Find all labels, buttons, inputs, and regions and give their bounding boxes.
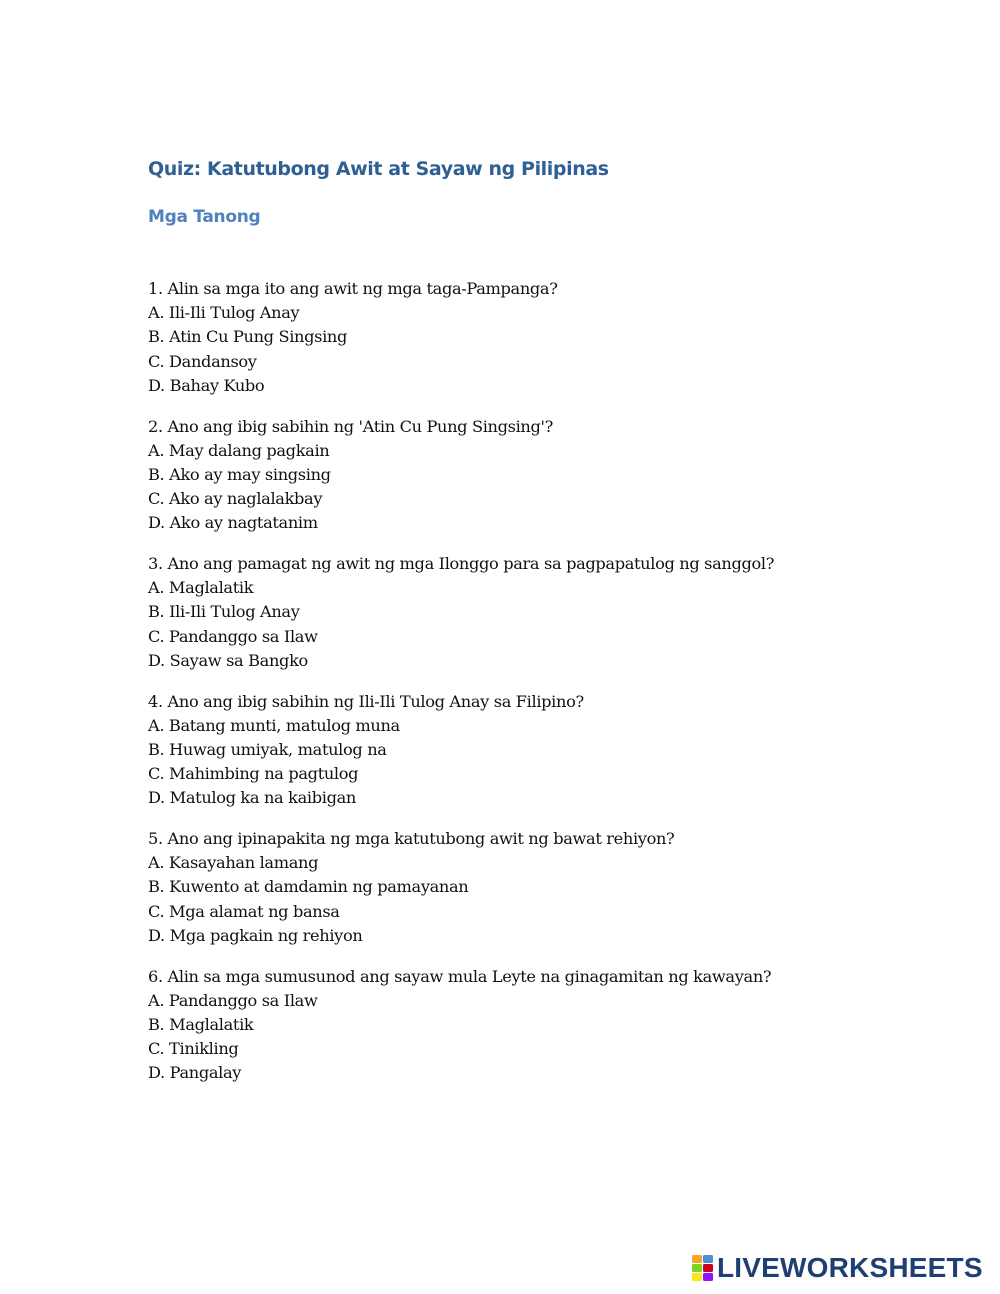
answer-option: B. Atin Cu Pung Singsing bbox=[148, 327, 347, 347]
answer-option: A. Maglalatik bbox=[148, 578, 254, 598]
answer-option: B. Kuwento at damdamin ng pamayanan bbox=[148, 877, 469, 897]
question-prompt: 3. Ano ang pamagat ng awit ng mga Ilonggo para sa pagpapatulog ng sanggol? bbox=[148, 554, 775, 574]
liveworksheets-logo bbox=[692, 1253, 983, 1283]
answer-option: A. Kasayahan lamang bbox=[148, 853, 319, 873]
question-prompt: 6. Alin sa mga sumusunod ang sayaw mula Leyte na ginagamitan ng kawayan? bbox=[148, 966, 772, 986]
question-prompt: 2. Ano ang ibig sabihin ng 'Atin Cu Pung Singsing'? bbox=[148, 416, 553, 436]
page-title: Quiz: Katutubong Awit at Sayaw ng Pilipinas bbox=[148, 158, 609, 180]
logo-wordmark: LIVEWORKSHEETS bbox=[717, 1252, 983, 1283]
answer-option: C. Dandansoy bbox=[148, 351, 257, 371]
question-block bbox=[148, 827, 928, 948]
question-block bbox=[148, 415, 928, 536]
answer-option: C. Mga alamat ng bansa bbox=[148, 901, 340, 921]
question-list bbox=[148, 277, 928, 1102]
logo-tile bbox=[703, 1273, 713, 1281]
question-block bbox=[148, 277, 928, 398]
answer-option: B. Ako ay may singsing bbox=[148, 464, 331, 484]
question-prompt: 4. Ano ang ibig sabihin ng Ili-Ili Tulog Anay sa Filipino? bbox=[148, 691, 584, 711]
logo-tile bbox=[692, 1255, 702, 1263]
question-block bbox=[148, 965, 928, 1086]
logo-tile bbox=[692, 1264, 702, 1272]
answer-option: A. Batang munti, matulog muna bbox=[148, 715, 400, 735]
answer-option: D. Sayaw sa Bangko bbox=[148, 650, 308, 670]
answer-option: C. Mahimbing na pagtulog bbox=[148, 764, 359, 784]
answer-option: D. Matulog ka na kaibigan bbox=[148, 788, 356, 808]
section-heading: Mga Tanong bbox=[148, 207, 261, 227]
answer-option: A. May dalang pagkain bbox=[148, 440, 330, 460]
answer-option: C. Ako ay naglalakbay bbox=[148, 489, 323, 509]
answer-option: B. Ili-Ili Tulog Anay bbox=[148, 602, 300, 622]
answer-option: D. Ako ay nagtatanim bbox=[148, 513, 318, 533]
answer-option: C. Pandanggo sa Ilaw bbox=[148, 626, 318, 646]
answer-option: A. Pandanggo sa Ilaw bbox=[148, 990, 318, 1010]
question-block bbox=[148, 552, 928, 673]
question-prompt: 5. Ano ang ipinapakita ng mga katutubong awit ng bawat rehiyon? bbox=[148, 829, 675, 849]
answer-option: D. Mga pagkain ng rehiyon bbox=[148, 925, 363, 945]
answer-option: D. Bahay Kubo bbox=[148, 375, 265, 395]
answer-option: D. Pangalay bbox=[148, 1063, 242, 1083]
answer-option: B. Huwag umiyak, matulog na bbox=[148, 739, 387, 759]
logo-tile bbox=[692, 1273, 702, 1281]
answer-option: A. Ili-Ili Tulog Anay bbox=[148, 303, 300, 323]
logo-tile bbox=[703, 1264, 713, 1272]
answer-option: C. Tinikling bbox=[148, 1039, 239, 1059]
answer-option: B. Maglalatik bbox=[148, 1014, 254, 1034]
question-block bbox=[148, 690, 928, 811]
liveworksheets-logo-icon bbox=[692, 1255, 714, 1281]
question-prompt: 1. Alin sa mga ito ang awit ng mga taga-Pampanga? bbox=[148, 279, 558, 298]
logo-tile bbox=[703, 1255, 713, 1263]
